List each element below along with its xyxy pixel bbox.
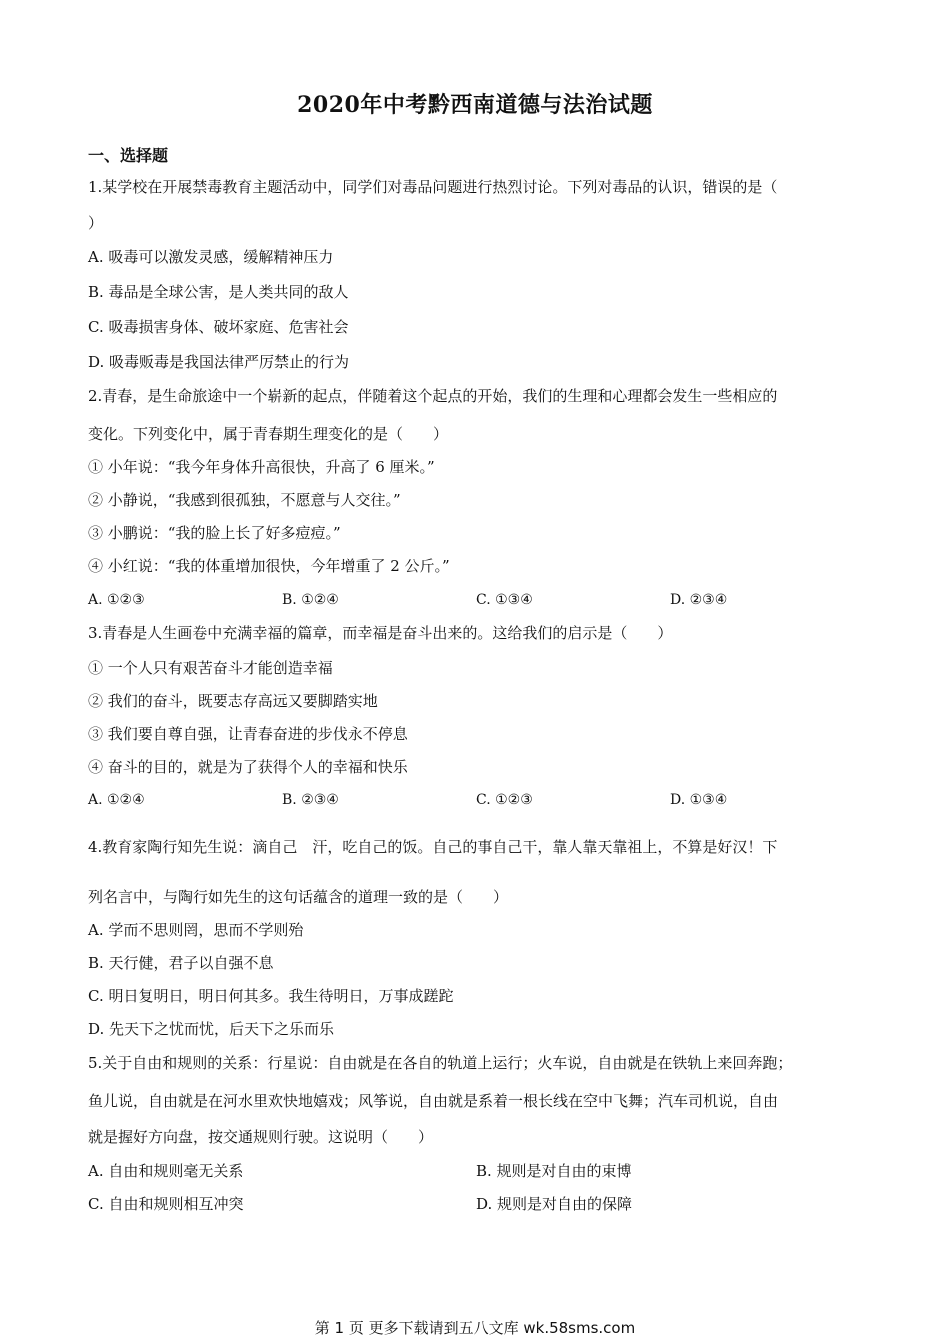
question-1-stem: 1.某学校在开展禁毒教育主题活动中，同学们对毒品问题进行热烈讨论。下列对毒品的认识，错误的是（ bbox=[88, 178, 778, 196]
question-4-stem-cont: 列名言中，与陶行如先生的这句话蕴含的道理一致的是（ ） bbox=[88, 888, 509, 906]
question-3-option-d: D. ①③④ bbox=[670, 792, 728, 808]
question-3-statement-2: ② 我们的奋斗，既要志存高远又要脚踏实地 bbox=[88, 692, 378, 710]
question-5-stem-cont-1: 鱼儿说，自由就是在河水里欢快地嬉戏；风筝说，自由就是系着一根长线在空中飞舞；汽车司机说，自由 bbox=[88, 1092, 779, 1110]
question-2-option-d: D. ②③④ bbox=[670, 592, 728, 608]
question-3-option-c: C. ①②③ bbox=[476, 792, 533, 808]
question-3-option-a: A. ①②④ bbox=[88, 792, 145, 808]
question-3-statement-3: ③ 我们要自尊自强，让青春奋进的步伐永不停息 bbox=[88, 725, 408, 743]
question-5-option-c: C. 自由和规则相互冲突 bbox=[88, 1195, 244, 1213]
question-1-option-a: A. 吸毒可以激发灵感，缓解精神压力 bbox=[88, 248, 334, 266]
question-2-option-c: C. ①③④ bbox=[476, 592, 533, 608]
question-4-option-a: A. 学而不思则罔，思而不学则殆 bbox=[88, 921, 304, 939]
page-title: 2020年中考黔西南道德与法治试题 bbox=[297, 92, 653, 118]
question-2-stem: 2.青春，是生命旅途中一个崭新的起点，伴随着这个起点的开始，我们的生理和心理都会发生一些相应的 bbox=[88, 387, 778, 405]
question-5-stem: 5.关于自由和规则的关系：行星说：自由就是在各自的轨道上运行；火车说，自由就是在铁轨上来回奔跑； bbox=[88, 1054, 793, 1072]
question-2-stem-cont: 变化。下列变化中，属于青春期生理变化的是（ ） bbox=[88, 425, 449, 443]
question-2-statement-2: ② 小静说，“我感到很孤独，不愿意与人交往。” bbox=[88, 491, 401, 509]
question-2-option-a: A. ①②③ bbox=[88, 592, 145, 608]
question-3-option-b: B. ②③④ bbox=[282, 792, 339, 808]
question-5-option-a: A. 自由和规则毫无关系 bbox=[88, 1162, 244, 1180]
question-2-option-b: B. ①②④ bbox=[282, 592, 339, 608]
question-1-stem-cont: ） bbox=[88, 214, 104, 232]
question-2-statement-3: ③ 小鹏说：“我的脸上长了好多痘痘。” bbox=[88, 524, 341, 542]
question-1-option-c: C. 吸毒损害身体、破坏家庭、危害社会 bbox=[88, 318, 349, 336]
question-1-option-b: B. 毒品是全球公害，是人类共同的敌人 bbox=[88, 283, 349, 301]
question-4-stem: 4.教育家陶行知先生说：滴自己 汗，吃自己的饭。自己的事自己干，靠人靠天靠祖上，不算是好汉！下 bbox=[88, 838, 778, 856]
question-5-option-b: B. 规则是对自由的束博 bbox=[476, 1162, 632, 1180]
section-heading: 一、选择题 bbox=[88, 146, 169, 165]
question-1-option-d: D. 吸毒贩毒是我国法律严厉禁止的行为 bbox=[88, 353, 350, 371]
question-2-statement-4: ④ 小红说：“我的体重增加很快，今年增重了 2 公斤。” bbox=[88, 557, 450, 575]
question-3-stem: 3.青春是人生画卷中充满幸福的篇章，而幸福是奋斗出来的。这给我们的启示是（ ） bbox=[88, 624, 673, 642]
page-footer: 第 1 页 更多下载请到五八文库 wk.58sms.com bbox=[314, 1319, 636, 1337]
question-3-statement-1: ① 一个人只有艰苦奋斗才能创造幸福 bbox=[88, 659, 333, 677]
question-3-statement-4: ④ 奋斗的目的，就是为了获得个人的幸福和快乐 bbox=[88, 758, 408, 776]
question-4-option-b: B. 天行健，君子以自强不息 bbox=[88, 954, 274, 972]
question-5-stem-cont-2: 就是握好方向盘，按交通规则行驶。这说明（ ） bbox=[88, 1128, 434, 1146]
question-4-option-c: C. 明日复明日，明日何其多。我生待明日，万事成蹉跎 bbox=[88, 987, 454, 1005]
question-5-option-d: D. 规则是对自由的保障 bbox=[476, 1195, 633, 1213]
question-4-option-d: D. 先天下之忧而忧，后天下之乐而乐 bbox=[88, 1020, 335, 1038]
question-2-statement-1: ① 小年说：“我今年身体升高很快，升高了 6 厘米。” bbox=[88, 458, 435, 476]
